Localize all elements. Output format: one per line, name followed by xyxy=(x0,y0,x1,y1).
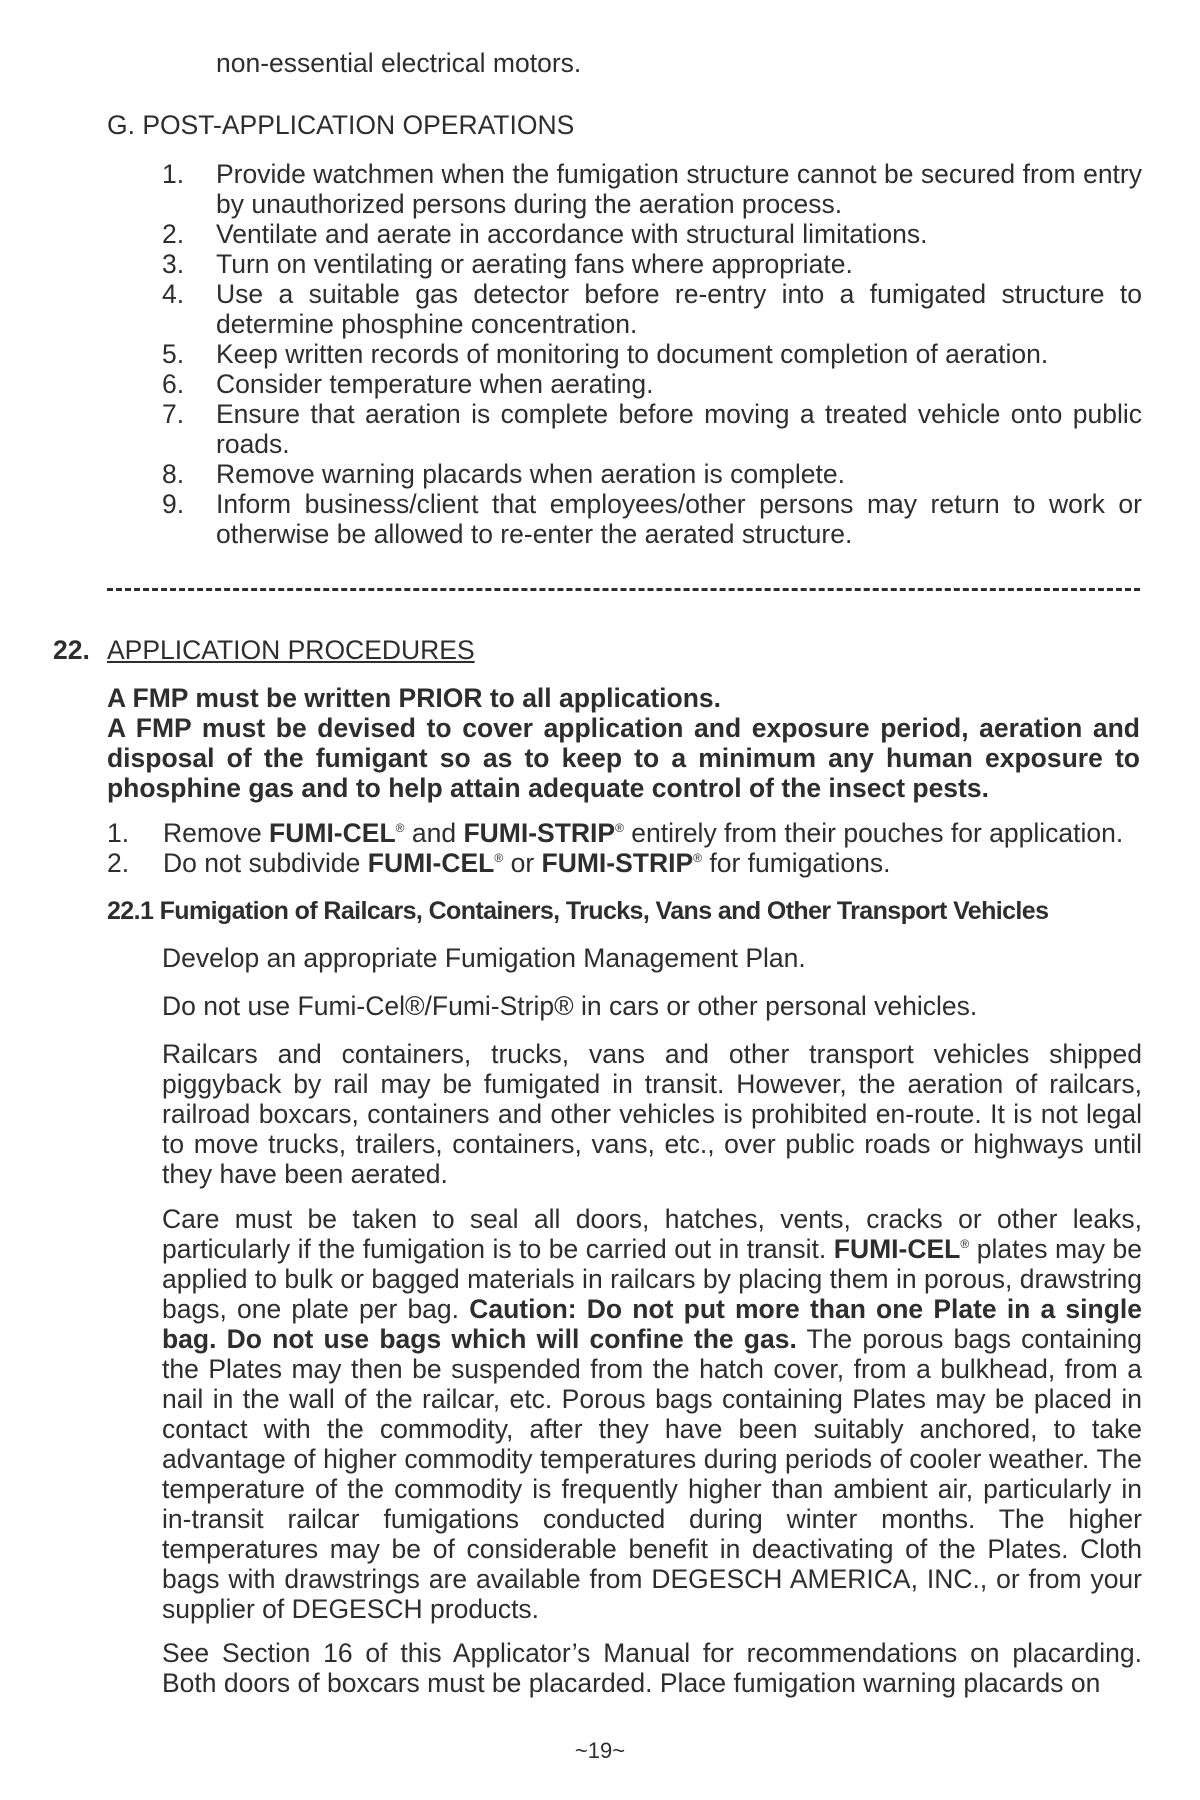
fmp-description: A FMP must be devised to cover application and exposure period, aeration and disposal of the fumigant so as to keep to a minimum any human exposure to phosphine gas and to help attain adequate control of the insect pests. xyxy=(107,713,1140,803)
section-22-number: 22. xyxy=(53,635,90,665)
section-divider xyxy=(107,588,1140,591)
product-name: FUMI-CEL xyxy=(367,848,495,878)
post-application-list xyxy=(162,159,1142,549)
continuation-line: non-essential electrical motors. xyxy=(216,48,582,78)
paragraph: Develop an appropriate Fumigation Management Plan. xyxy=(162,943,806,973)
paragraph: See Section 16 of this Applicator’s Manual for recommendations on placarding. Both doors of boxcars must be placarded. Place fumigation warning placards on xyxy=(162,1638,1142,1698)
paragraph: Care must be taken to seal all doors, hatches, vents, cracks or other leaks, particularly if the fumigation is to be carried out in transit. FUMI-CEL® plates may be applied to bulk or bagged materials in railcars by placing them in porous, drawstring bags, one plate per bag. Caution: Do not put more than one Plate in a single bag. Do not use bags which will confine the gas. The porous bags containing the Plates may then be suspended from the hatch cover, from a bulkhead, from a nail in the wall of the railcar, etc. Porous bags containing Plates may be placed in contact with the commodity, after they have been suitably anchored, to take advantage of higher commodity temperatures during periods of cooler weather. The temperature of the commodity is frequently higher than ambient air, particularly in in-transit railcar fumigations conducted during winter months. The higher temperatures may be of considerable benefit in deactivating of the Plates. Cloth bags with drawstrings are available from DEGESCH AMERICA, INC., or from your supplier of DEGESCH products. xyxy=(162,1204,1142,1624)
paragraph: Railcars and containers, trucks, vans and other transport vehicles shipped piggyback by rail may be fumigated in transit. However, the aeration of railcars, railroad boxcars, containers and other vehicles is prohibited en-route. It is not legal to move trucks, trailers, containers, vans, etc., over public roads or highways until they have been aerated. xyxy=(162,1039,1142,1189)
caution-text: Caution: Do not put more than one Plate in a single bag. Do not use bags which will confine the gas. xyxy=(162,1294,1142,1354)
product-name: FUMI-CEL xyxy=(269,818,396,848)
product-name: FUMI-STRIP xyxy=(463,818,616,848)
list-item: 6. Consider temperature when aerating. xyxy=(162,369,654,399)
list-item: 7. Ensure that aeration is complete before moving a treated vehicle onto public roads. xyxy=(162,399,1142,459)
paragraph: Do not use Fumi-Cel®/Fumi-Strip® in cars or other personal vehicles. xyxy=(162,991,978,1021)
page-number: ~19~ xyxy=(574,1738,626,1763)
fmp-requirement: A FMP must be written PRIOR to all applications. xyxy=(107,683,721,713)
list-item: 5. Keep written records of monitoring to document completion of aeration. xyxy=(162,339,1049,369)
subsection-heading: 22.1 Fumigation of Railcars, Containers, Trucks, Vans and Other Transport Vehicles xyxy=(107,897,1049,925)
product-name: FUMI-STRIP xyxy=(541,848,694,878)
list-item: 8. Remove warning placards when aeration is complete. xyxy=(162,459,845,489)
section-g-heading: G. POST-APPLICATION OPERATIONS xyxy=(107,110,575,140)
list-item: 2. Ventilate and aerate in accordance with structural limitations. xyxy=(162,219,928,249)
list-item: 9. Inform business/client that employees/other persons may return to work or otherwise be allowed to re-enter the aerated structure. xyxy=(162,489,1142,549)
list-item: 3. Turn on ventilating or aerating fans where appropriate. xyxy=(162,249,853,279)
list-item: 1. Remove FUMI-CEL® and FUMI-STRIP® entirely from their pouches for application. xyxy=(107,818,1124,848)
section-22-title: APPLICATION PROCEDURES xyxy=(107,635,475,665)
list-item: 2. Do not subdivide FUMI-CEL® or FUMI-STRIP® for fumigations. xyxy=(107,848,891,878)
application-list xyxy=(107,818,1147,878)
product-name: FUMI-CEL xyxy=(833,1234,961,1264)
list-item: 4. Use a suitable gas detector before re-entry into a fumigated structure to determine phosphine concentration. xyxy=(162,279,1142,339)
list-item: 1. Provide watchmen when the fumigation structure cannot be secured from entry by unauthorized persons during the aeration process. xyxy=(162,159,1142,219)
